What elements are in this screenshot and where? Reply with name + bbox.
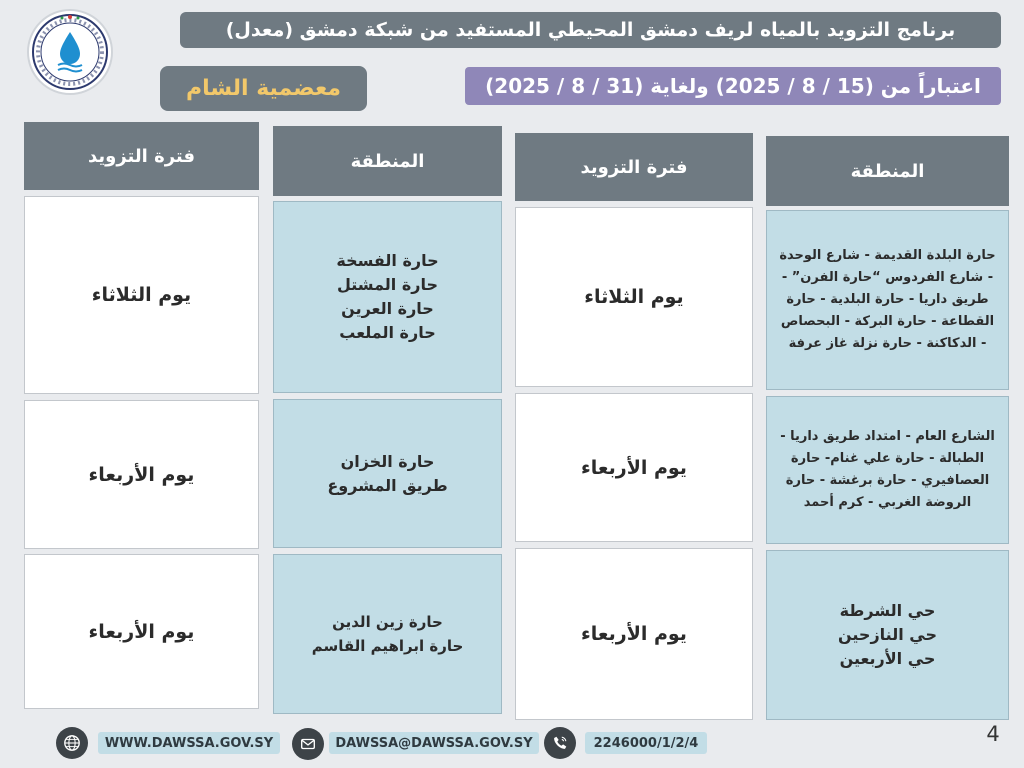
page-number: 4 (986, 722, 1000, 746)
left-table-area-row-3: حارة زين الدين حارة ابراهيم القاسم (273, 554, 502, 714)
right-table-period-row-1: يوم الثلاثاء (515, 207, 753, 387)
phone-number[interactable]: 2246000/1/2/4 (585, 732, 707, 754)
left-table-period-row-2: يوم الأربعاء (24, 400, 259, 549)
right-table-period-row-3: يوم الأربعاء (515, 548, 753, 720)
organization-logo (27, 9, 113, 95)
page-title: برنامج التزويد بالمياه لريف دمشق المحيطي المستفيد من شبكة دمشق (معدل) (180, 12, 1001, 48)
left-table-period-row-3: يوم الأربعاء (24, 554, 259, 709)
right-table-area-header: المنطقة (766, 136, 1009, 206)
email-link[interactable]: DAWSSA@DAWSSA.GOV.SY (329, 732, 539, 754)
right-table-area-row-1: حارة البلدة القديمة - شارع الوحدة - شارع الفردوس “حارة الفرن” - طريق داريا - حارة البلدية - حارة القطاعة - حارة البركة - البحصاص - الدكاكنة - حارة نزلة غاز عرفة (766, 210, 1009, 390)
left-table-area-row-2: حارة الخزان طريق المشروع (273, 399, 502, 548)
mail-icon (292, 728, 324, 760)
left-table-area-row-1: حارة الفسخة حارة المشتل حارة العرين حارة الملعب (273, 201, 502, 393)
phone-icon (544, 727, 576, 759)
water-drop-logo-icon (30, 12, 110, 92)
left-table-period-row-1: يوم الثلاثاء (24, 196, 259, 394)
left-table-area-header: المنطقة (273, 126, 502, 196)
left-table-period-header: فترة التزويد (24, 122, 259, 190)
right-table-area-row-3: حي الشرطة حي النازحين حي الأربعين (766, 550, 1009, 720)
district-name: معضمية الشام (160, 66, 367, 111)
right-table-area-row-2: الشارع العام - امتداد طريق داريا - الطبالة - حارة علي غنام- حارة العصافيري - حارة برغشة - حارة الروضة الغربي - كرم أحمد (766, 396, 1009, 544)
website-link[interactable]: WWW.DAWSSA.GOV.SY (98, 732, 280, 754)
right-table-period-row-2: يوم الأربعاء (515, 393, 753, 542)
date-range: اعتباراً من (15 / 8 / 2025) ولغاية (31 / 8 / 2025) (465, 67, 1001, 105)
globe-icon (56, 727, 88, 759)
right-table-period-header: فترة التزويد (515, 133, 753, 201)
